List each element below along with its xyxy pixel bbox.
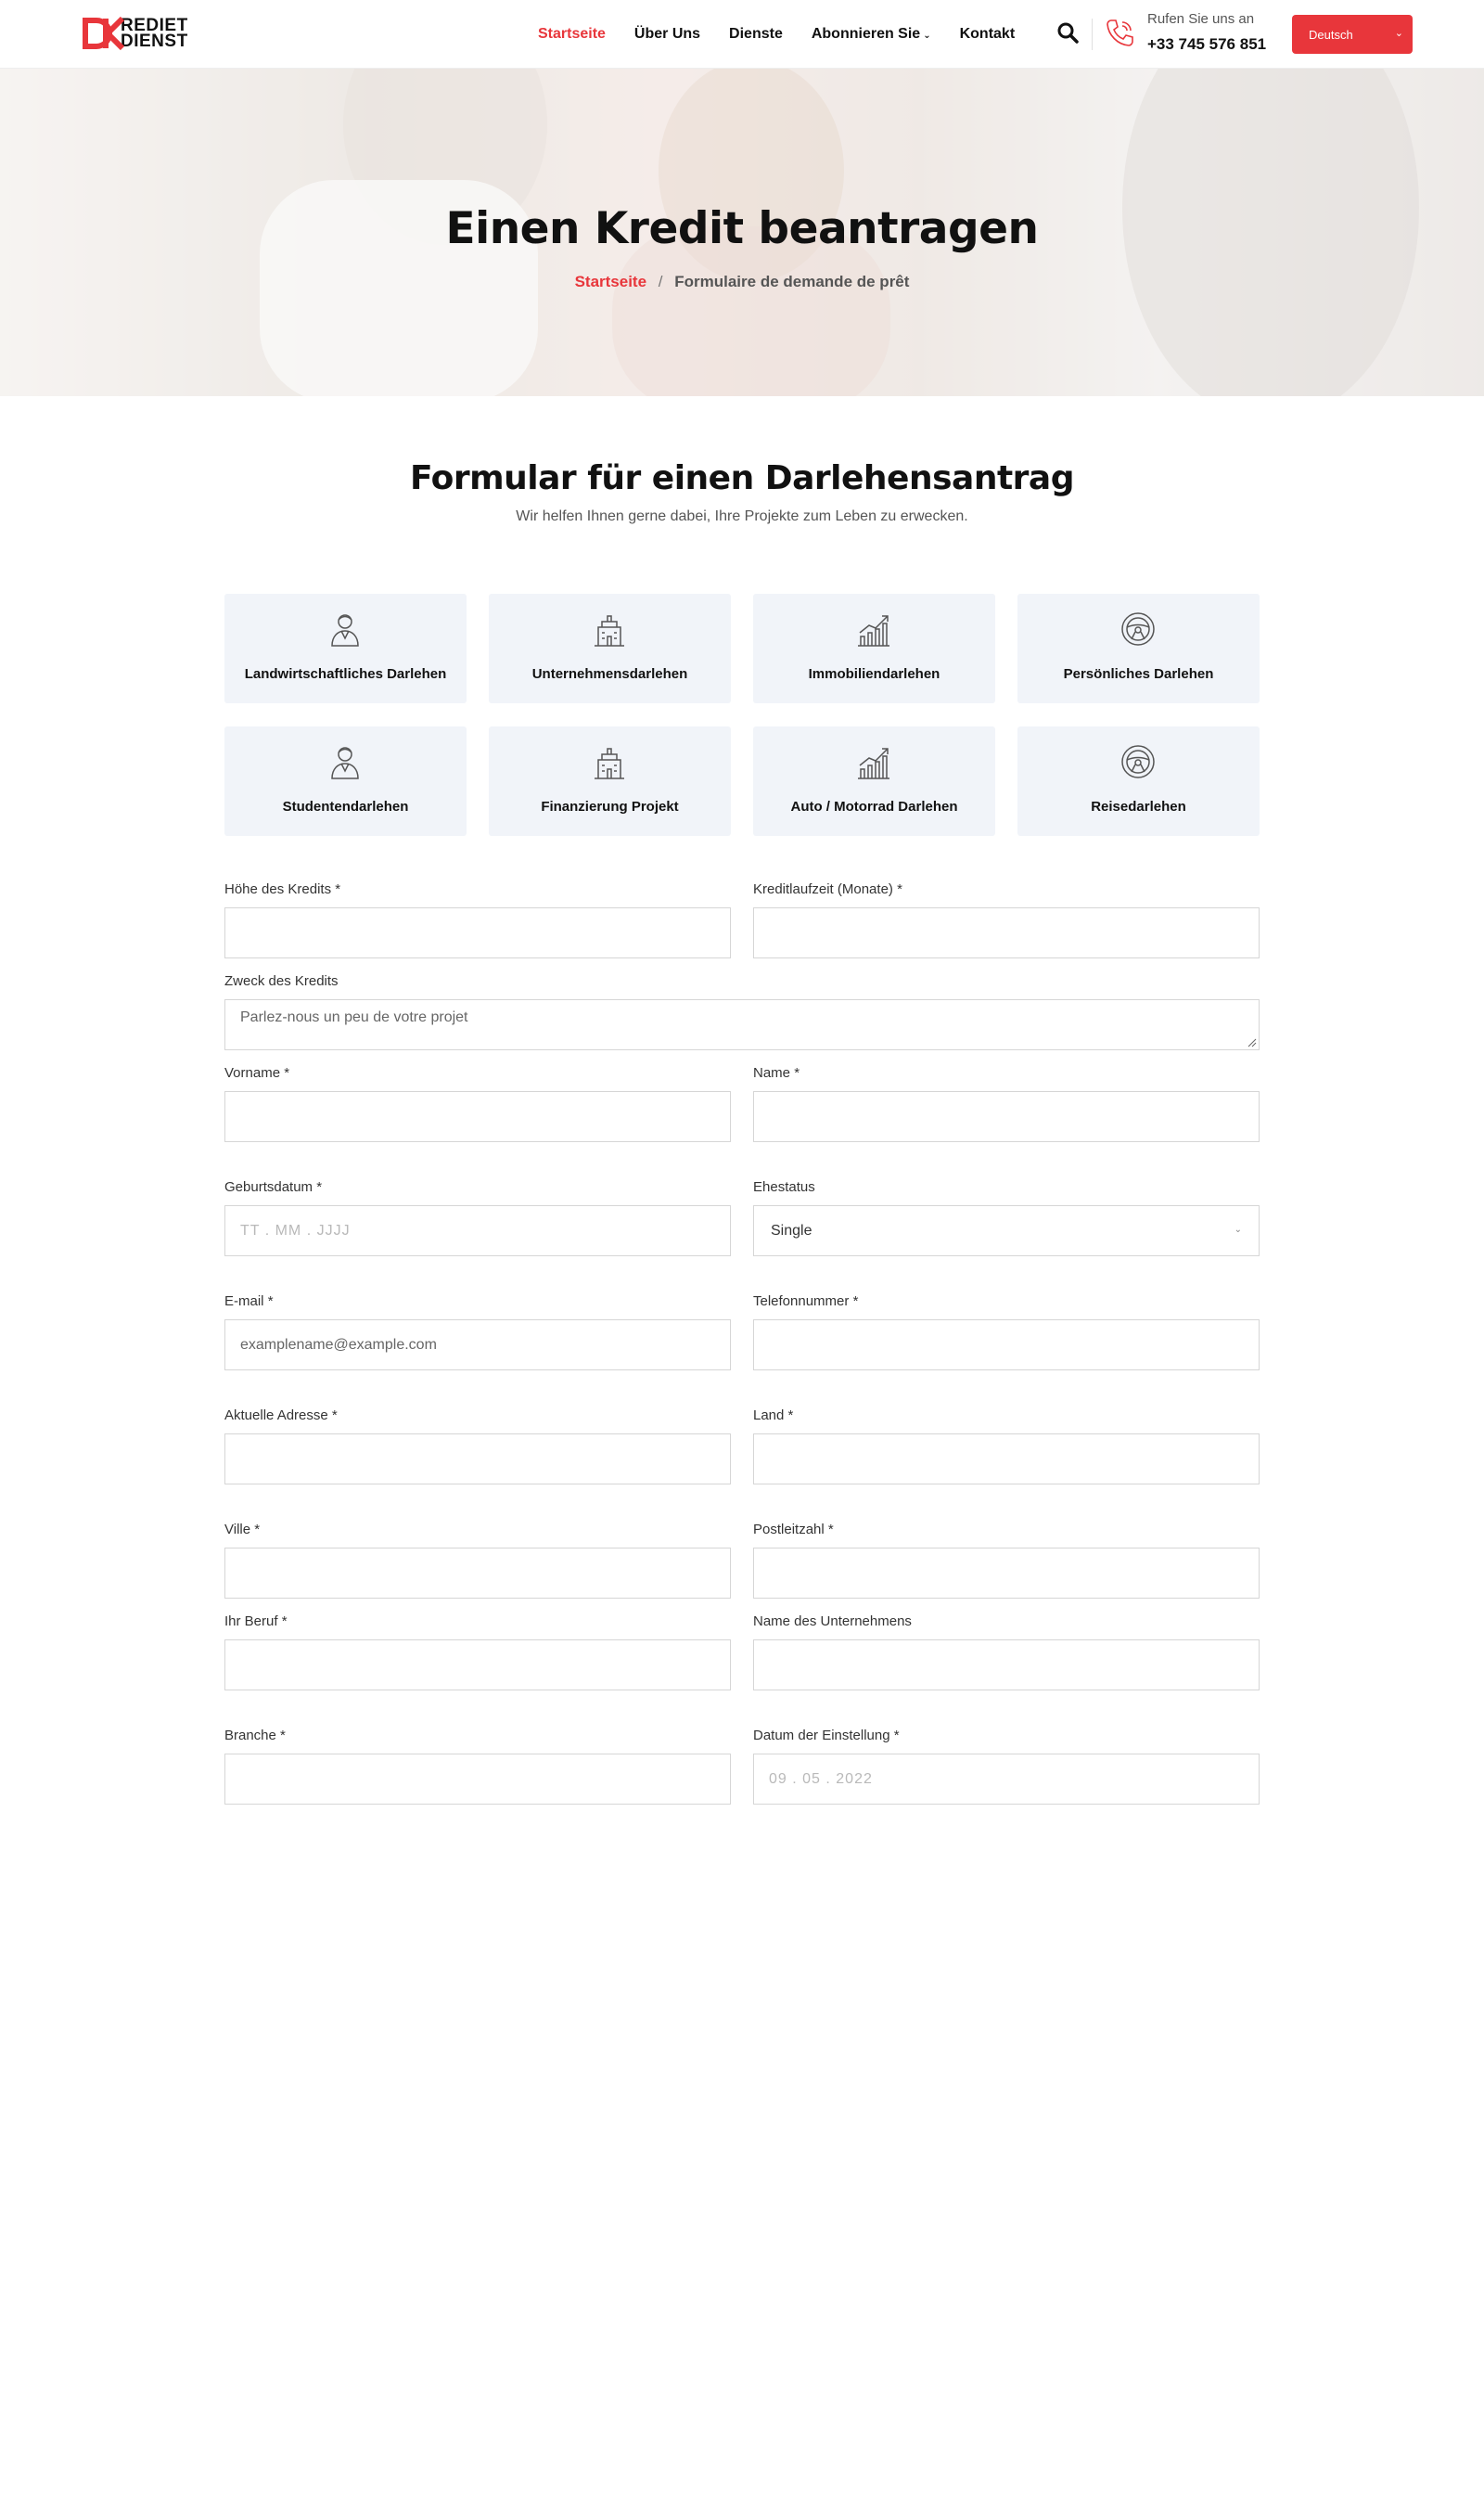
birthdate-input[interactable] (224, 1205, 731, 1256)
loan-card-label: Finanzierung Projekt (541, 799, 679, 815)
building-icon (591, 610, 628, 648)
field-label: Name des Unternehmens (753, 1613, 912, 1629)
label-text: Höhe des Kredits (224, 881, 332, 897)
loan-card-label: Immobiliendarlehen (808, 666, 940, 682)
nav-item-abonnieren[interactable] (812, 26, 931, 43)
logo-mark-icon (82, 17, 130, 50)
chevron-down-icon: ⌄ (1234, 1225, 1242, 1235)
field-firstname (224, 1065, 731, 1084)
field-label (753, 1728, 1260, 1746)
field-label (224, 881, 731, 900)
steering-wheel-icon (1119, 743, 1157, 780)
nav-item-kontakt[interactable]: Kontakt (959, 26, 1016, 42)
required-mark: * (787, 1407, 794, 1423)
purpose-placeholder: Parlez-nous un peu de votre projet (240, 1009, 468, 1025)
industry-input[interactable] (224, 1754, 731, 1805)
loan-card-label: Reisedarlehen (1091, 799, 1186, 815)
field-duration (753, 881, 1260, 900)
person-icon (326, 743, 364, 780)
label-text: Datum der Einstellung (753, 1728, 890, 1743)
loan-card-label: Studentendarlehen (282, 799, 409, 815)
loan-card-label: Landwirtschaftliches Darlehen (244, 666, 447, 682)
label-text: Ville (224, 1522, 251, 1537)
breadcrumb-home-link[interactable]: Startseite (574, 273, 647, 290)
field-label (224, 1522, 731, 1540)
required-mark: * (335, 881, 341, 897)
required-mark: * (316, 1179, 323, 1195)
field-company (753, 1613, 1260, 1632)
steering-wheel-icon (1119, 610, 1157, 648)
loan-card-label: Persönliches Darlehen (1063, 666, 1214, 682)
field-label (753, 1522, 1260, 1540)
field-phone (753, 1293, 1260, 1312)
email-placeholder: examplename@example.com (240, 1336, 437, 1353)
field-industry (224, 1728, 731, 1746)
field-label (224, 1179, 731, 1198)
loan-card-auto[interactable] (753, 726, 995, 836)
field-label (753, 1065, 1260, 1084)
breadcrumb (0, 273, 1484, 291)
hero-banner (0, 69, 1484, 396)
label-text: E-mail (224, 1293, 264, 1309)
purpose-textarea[interactable] (224, 999, 1260, 1050)
search-icon[interactable] (1055, 20, 1081, 46)
loan-card-business[interactable] (489, 594, 731, 703)
required-mark: * (893, 1728, 900, 1743)
hire-date-input[interactable] (753, 1754, 1260, 1805)
language-select[interactable] (1292, 15, 1413, 54)
birthdate-placeholder: TT . MM . JJJJ (240, 1222, 351, 1239)
required-mark: * (827, 1522, 834, 1537)
breadcrumb-current: Formulaire de demande de prêt (674, 273, 910, 290)
field-email (224, 1293, 731, 1353)
label-text: Land (753, 1407, 785, 1423)
chevron-down-icon: ⌄ (1394, 28, 1403, 39)
required-mark: * (897, 881, 902, 897)
field-label (224, 1065, 731, 1084)
label-text: Geburtsdatum (224, 1179, 313, 1195)
page-title: Einen Kredit beantragen (445, 203, 1039, 254)
field-label: Ehestatus (753, 1179, 815, 1195)
phone-input[interactable] (753, 1319, 1260, 1370)
field-label (224, 1728, 731, 1746)
logo-text-bottom: DIENST (121, 32, 188, 51)
required-mark: * (254, 1522, 261, 1537)
lastname-input[interactable] (753, 1091, 1260, 1142)
label-text: Telefonnummer (753, 1293, 850, 1309)
breadcrumb-separator: / (658, 273, 663, 290)
call-label: Rufen Sie uns an (1147, 11, 1255, 27)
label-text: Vorname (224, 1065, 281, 1081)
loan-card-label: Unternehmensdarlehen (531, 666, 688, 682)
brand-logo[interactable] (82, 15, 204, 52)
phone-icon (1104, 17, 1135, 48)
nav-item-abonnieren-label: Abonnieren Sie (811, 26, 921, 42)
field-label (753, 1407, 1260, 1426)
person-icon (326, 610, 364, 648)
loan-card-agricultural[interactable] (224, 594, 467, 703)
field-label (224, 1293, 731, 1312)
nav-item-startseite[interactable]: Startseite (538, 26, 606, 42)
field-hire-date (753, 1728, 1260, 1787)
firstname-input[interactable] (224, 1091, 731, 1142)
site-header (0, 0, 1484, 69)
required-mark: * (280, 1728, 286, 1743)
field-zip (753, 1522, 1260, 1540)
form-section-title: Formular für einen Darlehensantrag (410, 459, 1074, 497)
loan-card-student[interactable] (224, 726, 467, 836)
field-amount (224, 881, 731, 900)
field-job (224, 1613, 731, 1632)
field-label (224, 1613, 731, 1632)
label-text: Ihr Beruf (224, 1613, 278, 1629)
label-text: Postleitzahl (753, 1522, 825, 1537)
logo-text (121, 18, 188, 49)
marital-select[interactable] (753, 1205, 1260, 1256)
country-input[interactable] (753, 1433, 1260, 1484)
required-mark: * (281, 1613, 288, 1629)
label-text: Aktuelle Adresse (224, 1407, 328, 1423)
required-mark: * (267, 1293, 274, 1309)
marital-value: Single (771, 1222, 812, 1239)
label-text: Name (753, 1065, 791, 1081)
call-number[interactable]: +33 745 576 851 (1147, 35, 1267, 53)
form-section-subtitle: Wir helfen Ihnen gerne dabei, Ihre Projekte zum Leben zu erwecken. (516, 508, 968, 524)
label-text: Kreditlaufzeit (Monate) (753, 881, 893, 897)
field-city (224, 1522, 731, 1540)
chart-growth-icon (855, 743, 892, 780)
field-label (753, 881, 1260, 900)
field-marital (753, 1179, 1260, 1239)
loan-card-real-estate[interactable] (753, 594, 995, 703)
field-birthdate (224, 1179, 731, 1239)
loan-card-personal[interactable] (1017, 594, 1260, 703)
nav-item-dienste[interactable]: Dienste (729, 26, 783, 42)
field-label (224, 1407, 731, 1426)
field-lastname (753, 1065, 1260, 1084)
job-input[interactable] (224, 1639, 731, 1690)
required-mark: * (331, 1407, 338, 1423)
email-input[interactable] (224, 1319, 731, 1370)
field-address (224, 1407, 731, 1426)
building-icon (591, 743, 628, 780)
field-label: Zweck des Kredits (224, 973, 339, 989)
loan-card-project[interactable] (489, 726, 731, 836)
city-input[interactable] (224, 1548, 731, 1599)
required-mark: * (794, 1065, 800, 1081)
header-divider (1092, 19, 1093, 50)
chevron-down-icon: ⌄ (923, 31, 931, 41)
field-purpose (224, 973, 1260, 1025)
required-mark: * (852, 1293, 859, 1309)
required-mark: * (284, 1065, 290, 1081)
main-nav (538, 0, 1043, 69)
resize-handle-icon[interactable] (1246, 1036, 1257, 1047)
loan-card-travel[interactable] (1017, 726, 1260, 836)
zip-input[interactable] (753, 1548, 1260, 1599)
logo-text-top: REDIET (121, 16, 188, 35)
field-label (753, 1293, 1260, 1312)
loan-card-label: Auto / Motorrad Darlehen (790, 799, 958, 815)
hire-date-placeholder: 09 . 05 . 2022 (769, 1770, 873, 1787)
amount-input[interactable] (224, 907, 731, 958)
company-input[interactable] (753, 1639, 1260, 1690)
field-country (753, 1407, 1260, 1426)
address-input[interactable] (224, 1433, 731, 1484)
chart-growth-icon (855, 610, 892, 648)
label-text: Branche (224, 1728, 276, 1743)
nav-item-ueber-uns[interactable]: Über Uns (633, 26, 701, 42)
duration-input[interactable] (753, 907, 1260, 958)
language-value: Deutsch (1309, 27, 1353, 42)
